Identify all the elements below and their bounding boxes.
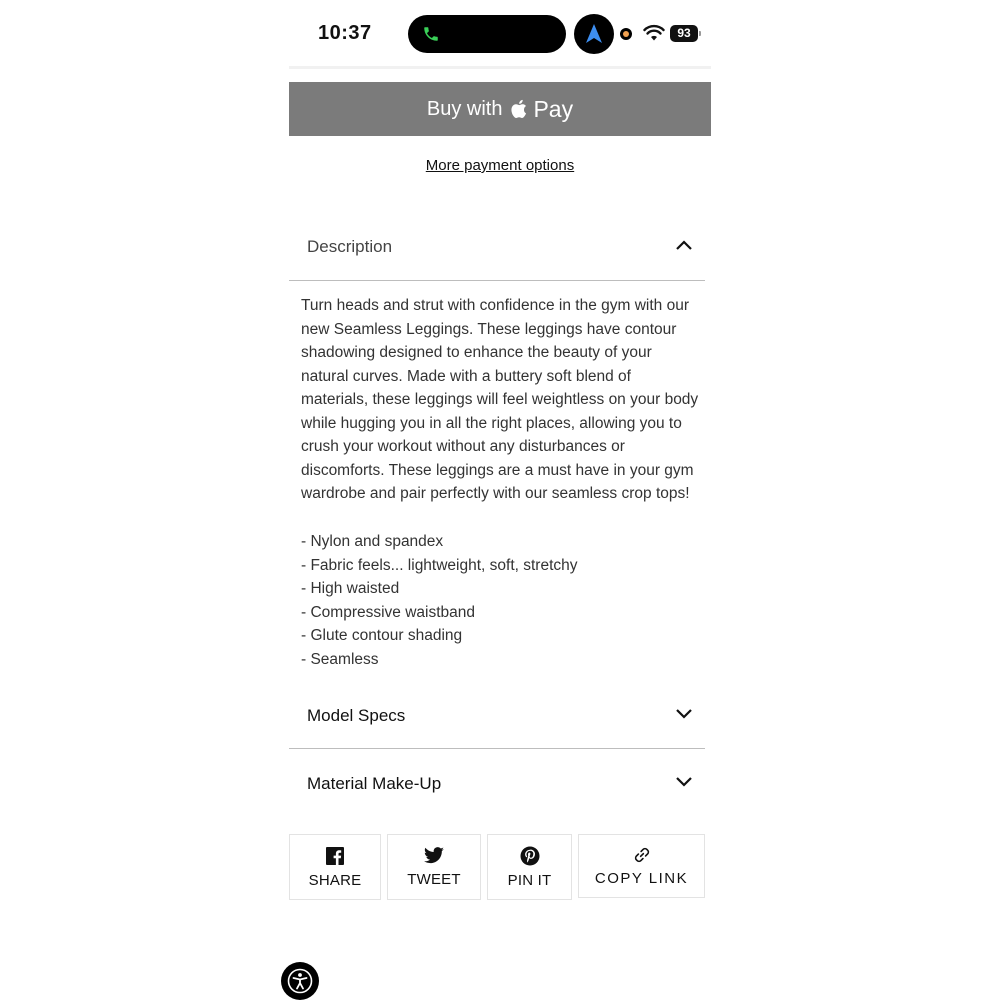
twitter-share-button[interactable]: [387, 834, 481, 900]
accessibility-icon: [287, 968, 313, 994]
description-paragraph: Turn heads and strut with confidence in the gym with our new Seamless Leggings. These leggings have contour shadowing designed to enhance the beauty of your natural curves. Made with a buttery soft blend of materials, these leggings will feel weightless on your body while hugging you in all the right places, allowing you to crush your workout without any disturbances or discomforts. These leggings are a must have in your gym wardrobe and pair perfectly with our seamless crop tops!: [301, 297, 699, 502]
section-divider: [289, 66, 711, 69]
battery-icon: 93: [670, 25, 698, 42]
status-time: 10:37: [318, 22, 372, 44]
copy-link-label: COPY LINK: [594, 869, 689, 887]
copy-link-button[interactable]: [578, 834, 705, 898]
dynamic-island[interactable]: [408, 15, 566, 53]
list-item: - High waisted: [301, 580, 400, 597]
accordion-divider: [289, 748, 705, 749]
more-payment-options-link[interactable]: More payment options: [425, 157, 575, 174]
pinterest-share-button[interactable]: [487, 834, 572, 900]
accordion-model-specs-title: Model Specs: [307, 706, 406, 725]
accordion-description-title: Description: [307, 237, 393, 256]
chevron-up-icon: [675, 239, 693, 251]
buy-with-apple-pay-button[interactable]: [289, 82, 711, 136]
navigation-indicator[interactable]: [574, 14, 614, 54]
list-item: - Glute contour shading: [301, 627, 463, 644]
list-item: - Nylon and spandex: [301, 533, 444, 550]
twitter-share-label: TWEET: [407, 870, 461, 888]
accordion-material-header[interactable]: [289, 750, 705, 818]
pay-label: Pay: [533, 95, 574, 122]
accordion-model-specs-header[interactable]: [289, 682, 705, 750]
list-item: - Seamless: [301, 650, 379, 668]
pinterest-share-label: PIN IT: [507, 871, 552, 889]
accordion-description-header[interactable]: [289, 213, 705, 281]
list-item: - Compressive waistband: [301, 603, 476, 621]
facebook-icon: [325, 846, 345, 866]
accessibility-button[interactable]: [281, 962, 319, 1000]
buy-with-label: Buy with: [426, 97, 503, 120]
accordion-divider: [289, 280, 705, 281]
link-icon: [633, 846, 651, 864]
wifi-icon: [643, 24, 665, 42]
chevron-down-icon: [675, 776, 693, 788]
twitter-icon: [423, 847, 445, 865]
list-item: - Fabric feels... lightweight, soft, stretchy: [301, 556, 578, 574]
recording-dot-icon: [620, 28, 632, 40]
pinterest-icon: [520, 846, 540, 866]
feature-list: [301, 530, 701, 671]
phone-icon: [422, 25, 440, 43]
chevron-down-icon: [675, 708, 693, 720]
accordion-material-title: Material Make-Up: [307, 774, 442, 793]
facebook-share-label: SHARE: [308, 871, 362, 889]
facebook-share-button[interactable]: [289, 834, 381, 900]
apple-logo-icon: [510, 99, 527, 119]
navigation-arrow-icon: [583, 22, 605, 46]
